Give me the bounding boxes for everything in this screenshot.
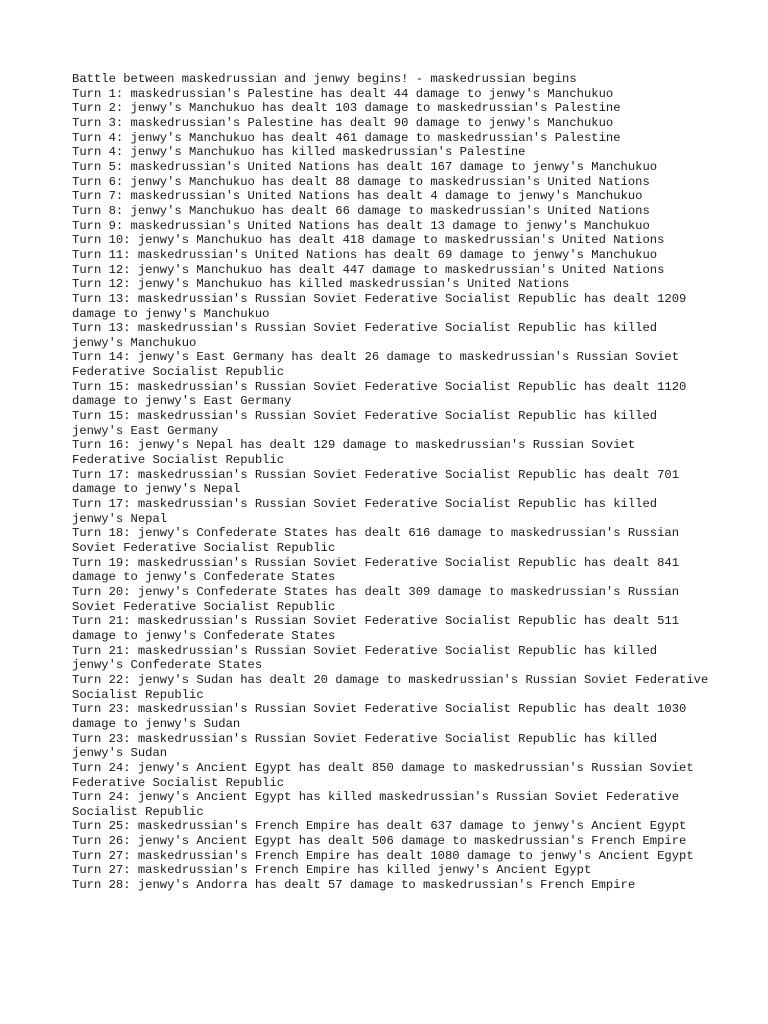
log-line-turn-13-kill: Turn 13: maskedrussian's Russian Soviet Federative Socialist Republic has killed jenwy's Manchukuo bbox=[72, 321, 665, 350]
log-line-turn-5: Turn 5: maskedrussian's United Nations has dealt 167 damage to jenwy's Manchukuo bbox=[72, 159, 658, 174]
log-line-turn-28: Turn 28: jenwy's Andorra has dealt 57 damage to maskedrussian's French Empire bbox=[72, 878, 636, 893]
log-line-turn-20: Turn 20: jenwy's Confederate States has dealt 309 damage to maskedrussian's Russian Soviet Federative Socialist Republic bbox=[72, 584, 687, 614]
log-line-turn-9: Turn 9: maskedrussian's United Nations has dealt 13 damage to jenwy's Manchukuo bbox=[72, 218, 650, 233]
log-line-turn-12-kill: Turn 12: jenwy's Manchukuo has killed maskedrussian's United Nations bbox=[72, 277, 570, 292]
log-line-turn-3: Turn 3: maskedrussian's Palestine has dealt 90 damage to jenwy's Manchukuo bbox=[72, 115, 614, 130]
log-line-turn-7: Turn 7: maskedrussian's United Nations has dealt 4 damage to jenwy's Manchukuo bbox=[72, 189, 643, 204]
log-line-turn-24-damage: Turn 24: jenwy's Ancient Egypt has dealt 850 damage to maskedrussian's Russian Soviet Federative Socialist Republic bbox=[72, 760, 701, 790]
log-line-turn-12-damage: Turn 12: jenwy's Manchukuo has dealt 447 damage to maskedrussian's United Nations bbox=[72, 262, 665, 277]
log-line-turn-11: Turn 11: maskedrussian's United Nations has dealt 69 damage to jenwy's Manchukuo bbox=[72, 247, 658, 262]
log-line-turn-15-damage: Turn 15: maskedrussian's Russian Soviet Federative Socialist Republic has dealt 1120 damage to jenwy's East Germany bbox=[72, 379, 694, 409]
log-line-turn-10: Turn 10: jenwy's Manchukuo has dealt 418 damage to maskedrussian's United Nations bbox=[72, 233, 665, 248]
log-line-turn-17-damage: Turn 17: maskedrussian's Russian Soviet Federative Socialist Republic has dealt 701 damage to jenwy's Nepal bbox=[72, 467, 687, 497]
log-line-turn-13-damage: Turn 13: maskedrussian's Russian Soviet Federative Socialist Republic has dealt 1209 damage to jenwy's Manchukuo bbox=[72, 291, 694, 321]
log-line-turn-6: Turn 6: jenwy's Manchukuo has dealt 88 damage to maskedrussian's United Nations bbox=[72, 174, 650, 189]
log-line-turn-27-kill: Turn 27: maskedrussian's French Empire has killed jenwy's Ancient Egypt bbox=[72, 863, 592, 878]
battle-log bbox=[72, 72, 716, 893]
log-line-turn-2: Turn 2: jenwy's Manchukuo has dealt 103 damage to maskedrussian's Palestine bbox=[72, 101, 621, 116]
log-line-turn-21-damage: Turn 21: maskedrussian's Russian Soviet Federative Socialist Republic has dealt 511 damage to jenwy's Confederate States bbox=[72, 614, 687, 643]
log-line-turn-4-damage: Turn 4: jenwy's Manchukuo has dealt 461 damage to maskedrussian's Palestine bbox=[72, 130, 621, 145]
log-line-turn-18: Turn 18: jenwy's Confederate States has dealt 616 damage to maskedrussian's Russian Soviet Federative Socialist Republic bbox=[72, 526, 687, 555]
log-line-turn-26: Turn 26: jenwy's Ancient Egypt has dealt 506 damage to maskedrussian's French Empire bbox=[72, 834, 687, 849]
log-line-turn-8: Turn 8: jenwy's Manchukuo has dealt 66 damage to maskedrussian's United Nations bbox=[72, 203, 650, 218]
log-line-turn-22: Turn 22: jenwy's Sudan has dealt 20 damage to maskedrussian's Russian Soviet Federative Socialist Republic bbox=[72, 672, 716, 702]
log-line-turn-14: Turn 14: jenwy's East Germany has dealt 26 damage to maskedrussian's Russian Soviet Federative Socialist Republic bbox=[72, 350, 687, 380]
log-line-turn-15-kill: Turn 15: maskedrussian's Russian Soviet Federative Socialist Republic has killed jenwy's East Germany bbox=[72, 409, 665, 438]
log-line-turn-24-kill: Turn 24: jenwy's Ancient Egypt has killed maskedrussian's Russian Soviet Federative Socialist Republic bbox=[72, 790, 687, 819]
log-line-turn-21-kill: Turn 21: maskedrussian's Russian Soviet Federative Socialist Republic has killed jenwy's Confederate States bbox=[72, 643, 665, 673]
log-line-turn-23-damage: Turn 23: maskedrussian's Russian Soviet Federative Socialist Republic has dealt 1030 damage to jenwy's Sudan bbox=[72, 702, 694, 731]
log-line-turn-4-kill: Turn 4: jenwy's Manchukuo has killed maskedrussian's Palestine bbox=[72, 145, 526, 160]
log-line-turn-19: Turn 19: maskedrussian's Russian Soviet Federative Socialist Republic has dealt 841 damage to jenwy's Confederate States bbox=[72, 555, 687, 585]
log-line-turn-23-kill: Turn 23: maskedrussian's Russian Soviet Federative Socialist Republic has killed jenwy's Sudan bbox=[72, 731, 665, 761]
log-line-turn-17-kill: Turn 17: maskedrussian's Russian Soviet Federative Socialist Republic has killed jenwy's Nepal bbox=[72, 497, 665, 526]
log-line-turn-25: Turn 25: maskedrussian's French Empire has dealt 637 damage to jenwy's Ancient Egypt bbox=[72, 819, 687, 834]
log-line-turn-16: Turn 16: jenwy's Nepal has dealt 129 damage to maskedrussian's Russian Soviet Federative Socialist Republic bbox=[72, 438, 643, 468]
log-line-turn-27-damage: Turn 27: maskedrussian's French Empire has dealt 1080 damage to jenwy's Ancient Egypt bbox=[72, 848, 694, 863]
battle-log-header: Battle between maskedrussian and jenwy begins! - maskedrussian begins bbox=[72, 72, 577, 86]
log-line-turn-1: Turn 1: maskedrussian's Palestine has dealt 44 damage to jenwy's Manchukuo bbox=[72, 86, 614, 101]
